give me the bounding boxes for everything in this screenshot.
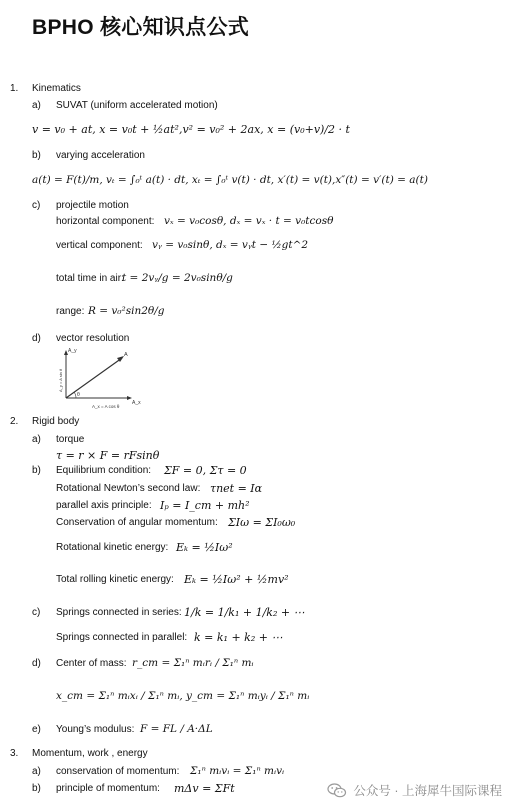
angular-momentum-equation: ΣIω = ΣI₀ω₀ — [228, 516, 296, 529]
sub-letter: b) — [32, 465, 41, 476]
horizontal-component-equation: vₓ = v₀cosθ, dₓ = vₓ · t = v₀tcosθ — [164, 215, 334, 227]
sub-title-torque: torque — [56, 434, 85, 445]
vector-resolution-diagram — [54, 346, 141, 412]
springs-parallel-label: Springs connected in parallel: — [56, 632, 188, 643]
vertical-component-equation: vᵧ = v₀sinθ, dₓ = vᵧt − ½gt^2 — [152, 239, 309, 251]
section-number: 2. — [10, 416, 19, 427]
angle-label: θ — [77, 392, 80, 398]
section-title-rigid-body: Rigid body — [32, 416, 80, 427]
conservation-momentum-label: conservation of momentum: — [56, 766, 180, 777]
angle-arc — [74, 392, 76, 398]
total-time-equation: t = 2vᵧ/g = 2v₀sinθ/g — [122, 272, 233, 284]
y-axis-label: A_y — [68, 348, 77, 354]
x-axis-label: A_x — [132, 400, 141, 406]
sub-letter: c) — [32, 200, 41, 211]
sub-letter: c) — [32, 607, 41, 618]
y-component-label: A_y = A sin θ — [58, 368, 63, 392]
sub-letter: a) — [32, 766, 41, 777]
sub-letter: d) — [32, 333, 41, 344]
vector-a — [66, 358, 122, 398]
sub-letter: a) — [32, 100, 41, 111]
rotational-ke-equation: Eₖ = ½Iω² — [176, 541, 233, 554]
horizontal-component-label: horizontal component: — [56, 216, 155, 227]
sub-letter: d) — [32, 658, 41, 669]
rolling-ke-label: Total rolling kinetic energy: — [56, 574, 174, 585]
principle-momentum-label: principle of momentum: — [56, 783, 160, 794]
sub-letter: e) — [32, 724, 41, 735]
watermark — [327, 781, 502, 799]
equation-suvat: v = v₀ + at, x = v₀t + ½at²,v² = v₀² + 2ax, x = (v₀+v)/2 · t — [32, 123, 350, 136]
total-time-label: total time in air: — [56, 273, 124, 284]
rotational-ke-label: Rotational kinetic energy: — [56, 542, 169, 553]
equilibrium-equation: ΣF = 0, Στ = 0 — [164, 464, 247, 477]
springs-series-label: Springs connected in series: — [56, 607, 182, 618]
equation-varying-acceleration: a(t) = F(t)/m, vₜ = ∫₀ᵗ a(t) · dt, xₜ = ∫₀ᵗ v(t) · dt, x′(t) = v(t),x″(t) = v′(t) = a(t) — [32, 174, 428, 186]
youngs-modulus-equation: F = FL / A·ΔL — [140, 723, 213, 735]
springs-parallel-equation: k = k₁ + k₂ + ⋯ — [194, 631, 283, 644]
section-number: 3. — [10, 748, 19, 759]
section-number: 1. — [10, 83, 19, 94]
parallel-axis-equation: Iₚ = I_cm + mh² — [160, 499, 250, 512]
section-title-kinematics: Kinematics — [32, 83, 81, 94]
center-of-mass-xy-equation: x_cm = Σ₁ⁿ mᵢxᵢ / Σ₁ⁿ mᵢ, y_cm = Σ₁ⁿ mᵢyᵢ / Σ₁ⁿ mᵢ — [56, 690, 310, 702]
center-of-mass-equation: r_cm = Σ₁ⁿ mᵢrᵢ / Σ₁ⁿ mᵢ — [132, 657, 254, 669]
youngs-modulus-label: Young’s modulus: — [56, 724, 135, 735]
principle-momentum-equation: mΔv = ΣFt — [174, 782, 235, 795]
rotational-newton-equation: τnet = Iα — [210, 482, 263, 495]
sub-title-projectile: projectile motion — [56, 200, 129, 211]
vertical-component-label: vertical component: — [56, 240, 143, 251]
watermark-text: 公众号 · 上海犀牛国际课程 — [353, 784, 502, 798]
range-equation: R = v₀²sin2θ/g — [88, 305, 165, 317]
range-label: range: — [56, 306, 85, 317]
section-title-momentum: Momentum, work , energy — [32, 748, 148, 759]
springs-series-equation: 1/k = 1/k₁ + 1/k₂ + ⋯ — [184, 606, 305, 619]
sub-title-vector-resolution: vector resolution — [56, 333, 130, 344]
equation-torque: τ = r × F = rFsinθ — [56, 449, 160, 462]
vector-label: A — [124, 352, 128, 358]
conservation-momentum-equation: Σ₁ⁿ mᵢvᵢ = Σ₁ⁿ mᵢvᵢ — [190, 765, 285, 777]
sub-title-suvat: SUVAT (uniform accelerated motion) — [56, 100, 218, 111]
page-title: BPHO 核心知识点公式 — [32, 16, 250, 39]
rolling-ke-equation: Eₖ = ½Iω² + ½mv² — [184, 573, 289, 586]
wechat-icon — [327, 783, 347, 798]
equilibrium-label: Equilibrium condition: — [56, 465, 152, 476]
center-of-mass-label: Center of mass: — [56, 658, 127, 669]
sub-letter: b) — [32, 783, 41, 794]
parallel-axis-label: parallel axis principle: — [56, 500, 152, 511]
x-component-label: A_x = A cos θ — [92, 404, 120, 409]
sub-title-varying-acceleration: varying acceleration — [56, 150, 145, 161]
sub-letter: b) — [32, 150, 41, 161]
angular-momentum-label: Conservation of angular momentum: — [56, 517, 218, 528]
sub-letter: a) — [32, 434, 41, 445]
rotational-newton-label: Rotational Newton’s second law: — [56, 483, 201, 494]
